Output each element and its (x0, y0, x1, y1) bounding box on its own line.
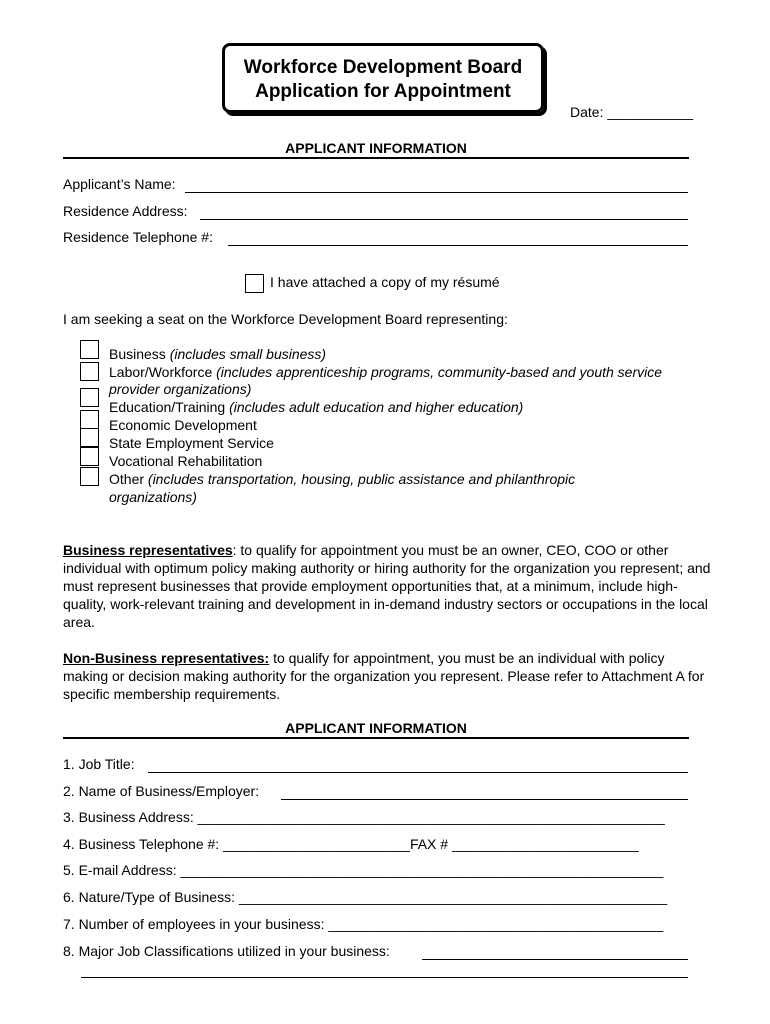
applicant-info-heading: APPLICANT INFORMATION (285, 140, 467, 156)
residence-address-field[interactable] (200, 219, 688, 220)
business-type-field[interactable]: 6. Nature/Type of Business: _______________________________________________________ (63, 889, 668, 905)
resume-checkbox[interactable] (245, 274, 264, 293)
option-economic-development: Economic Development (109, 417, 257, 433)
economic-development-checkbox[interactable] (80, 410, 99, 429)
other-checkbox[interactable] (80, 467, 99, 486)
job-title-field[interactable] (148, 772, 688, 773)
option-other-cont: organizations) (109, 489, 197, 505)
applicant-info-heading-2: APPLICANT INFORMATION (285, 720, 467, 736)
resume-label: I have attached a copy of my résumé (270, 274, 500, 290)
education-training-checkbox[interactable] (80, 388, 99, 407)
residence-phone-label: Residence Telephone #: (63, 229, 213, 245)
state-employment-checkbox[interactable] (80, 428, 99, 447)
heading-rule-2 (63, 737, 689, 739)
business-name-label: 2. Name of Business/Employer: (63, 783, 260, 799)
business-phone-fax-field[interactable]: 4. Business Telephone #: ________________________FAX # ________________________ (63, 836, 639, 852)
vocational-rehab-checkbox[interactable] (80, 447, 99, 466)
business-rep-text: : to qualify for appointment you must be an owner, CEO, COO or other individual with optimum policy making authority or hiring authority for the organization you represent; and must represent businesses that provide employment opportunities that, at a minimum, include high-quality, work-relevant training and development in in-demand industry sectors or occupations in the local area. (63, 542, 711, 630)
nonbusiness-rep-text: to qualify for appointment, you must be an individual with policy making or decision making authority for the organization you represent. Please refer to Attachment A for specific membership requirements. (63, 650, 705, 702)
business-rep-paragraph (63, 541, 713, 631)
option-state-employment: State Employment Service (109, 435, 274, 451)
date-field[interactable]: Date: ___________ (570, 104, 693, 120)
heading-rule (63, 157, 689, 159)
residence-phone-field[interactable] (228, 245, 688, 246)
business-name-field[interactable] (281, 799, 688, 800)
form-title-line1: Workforce Development Board (243, 57, 523, 78)
residence-address-label: Residence Address: (63, 203, 188, 219)
nonbusiness-rep-paragraph (63, 649, 713, 703)
applicant-name-field[interactable] (185, 192, 688, 193)
job-classifications-field-2[interactable] (81, 977, 688, 978)
form-title-line2: Application for Appointment (255, 81, 511, 102)
option-labor-workforce-cont: provider organizations) (109, 381, 252, 397)
applicant-name-label: Applicant’s Name: (63, 176, 176, 192)
form-title-box (222, 43, 544, 113)
job-classifications-field[interactable] (422, 959, 688, 960)
job-title-label: 1. Job Title: (63, 756, 135, 772)
job-classifications-label: 8. Major Job Classifications utilized in your business: (63, 943, 390, 959)
business-address-field[interactable]: 3. Business Address: ____________________________________________________________ (63, 809, 665, 825)
labor-workforce-checkbox[interactable] (80, 362, 99, 381)
nonbusiness-rep-heading: Non-Business representatives: (63, 650, 270, 666)
option-education-training: Education/Training (includes adult education and higher education) (109, 399, 524, 415)
seat-intro: I am seeking a seat on the Workforce Development Board representing: (63, 311, 508, 327)
option-vocational-rehab: Vocational Rehabilitation (109, 453, 263, 469)
email-field[interactable]: 5. E-mail Address: ______________________________________________________________ (63, 862, 664, 878)
option-labor-workforce: Labor/Workforce (includes apprenticeship programs, community-based and youth service (109, 364, 663, 380)
employee-count-field[interactable]: 7. Number of employees in your business: ___________________________________________ (63, 916, 664, 932)
option-business: Business (includes small business) (109, 346, 327, 362)
option-other: Other (includes transportation, housing, public assistance and philanthropic (109, 471, 576, 487)
business-rep-heading: Business representatives (63, 542, 233, 558)
business-checkbox[interactable] (80, 340, 99, 359)
